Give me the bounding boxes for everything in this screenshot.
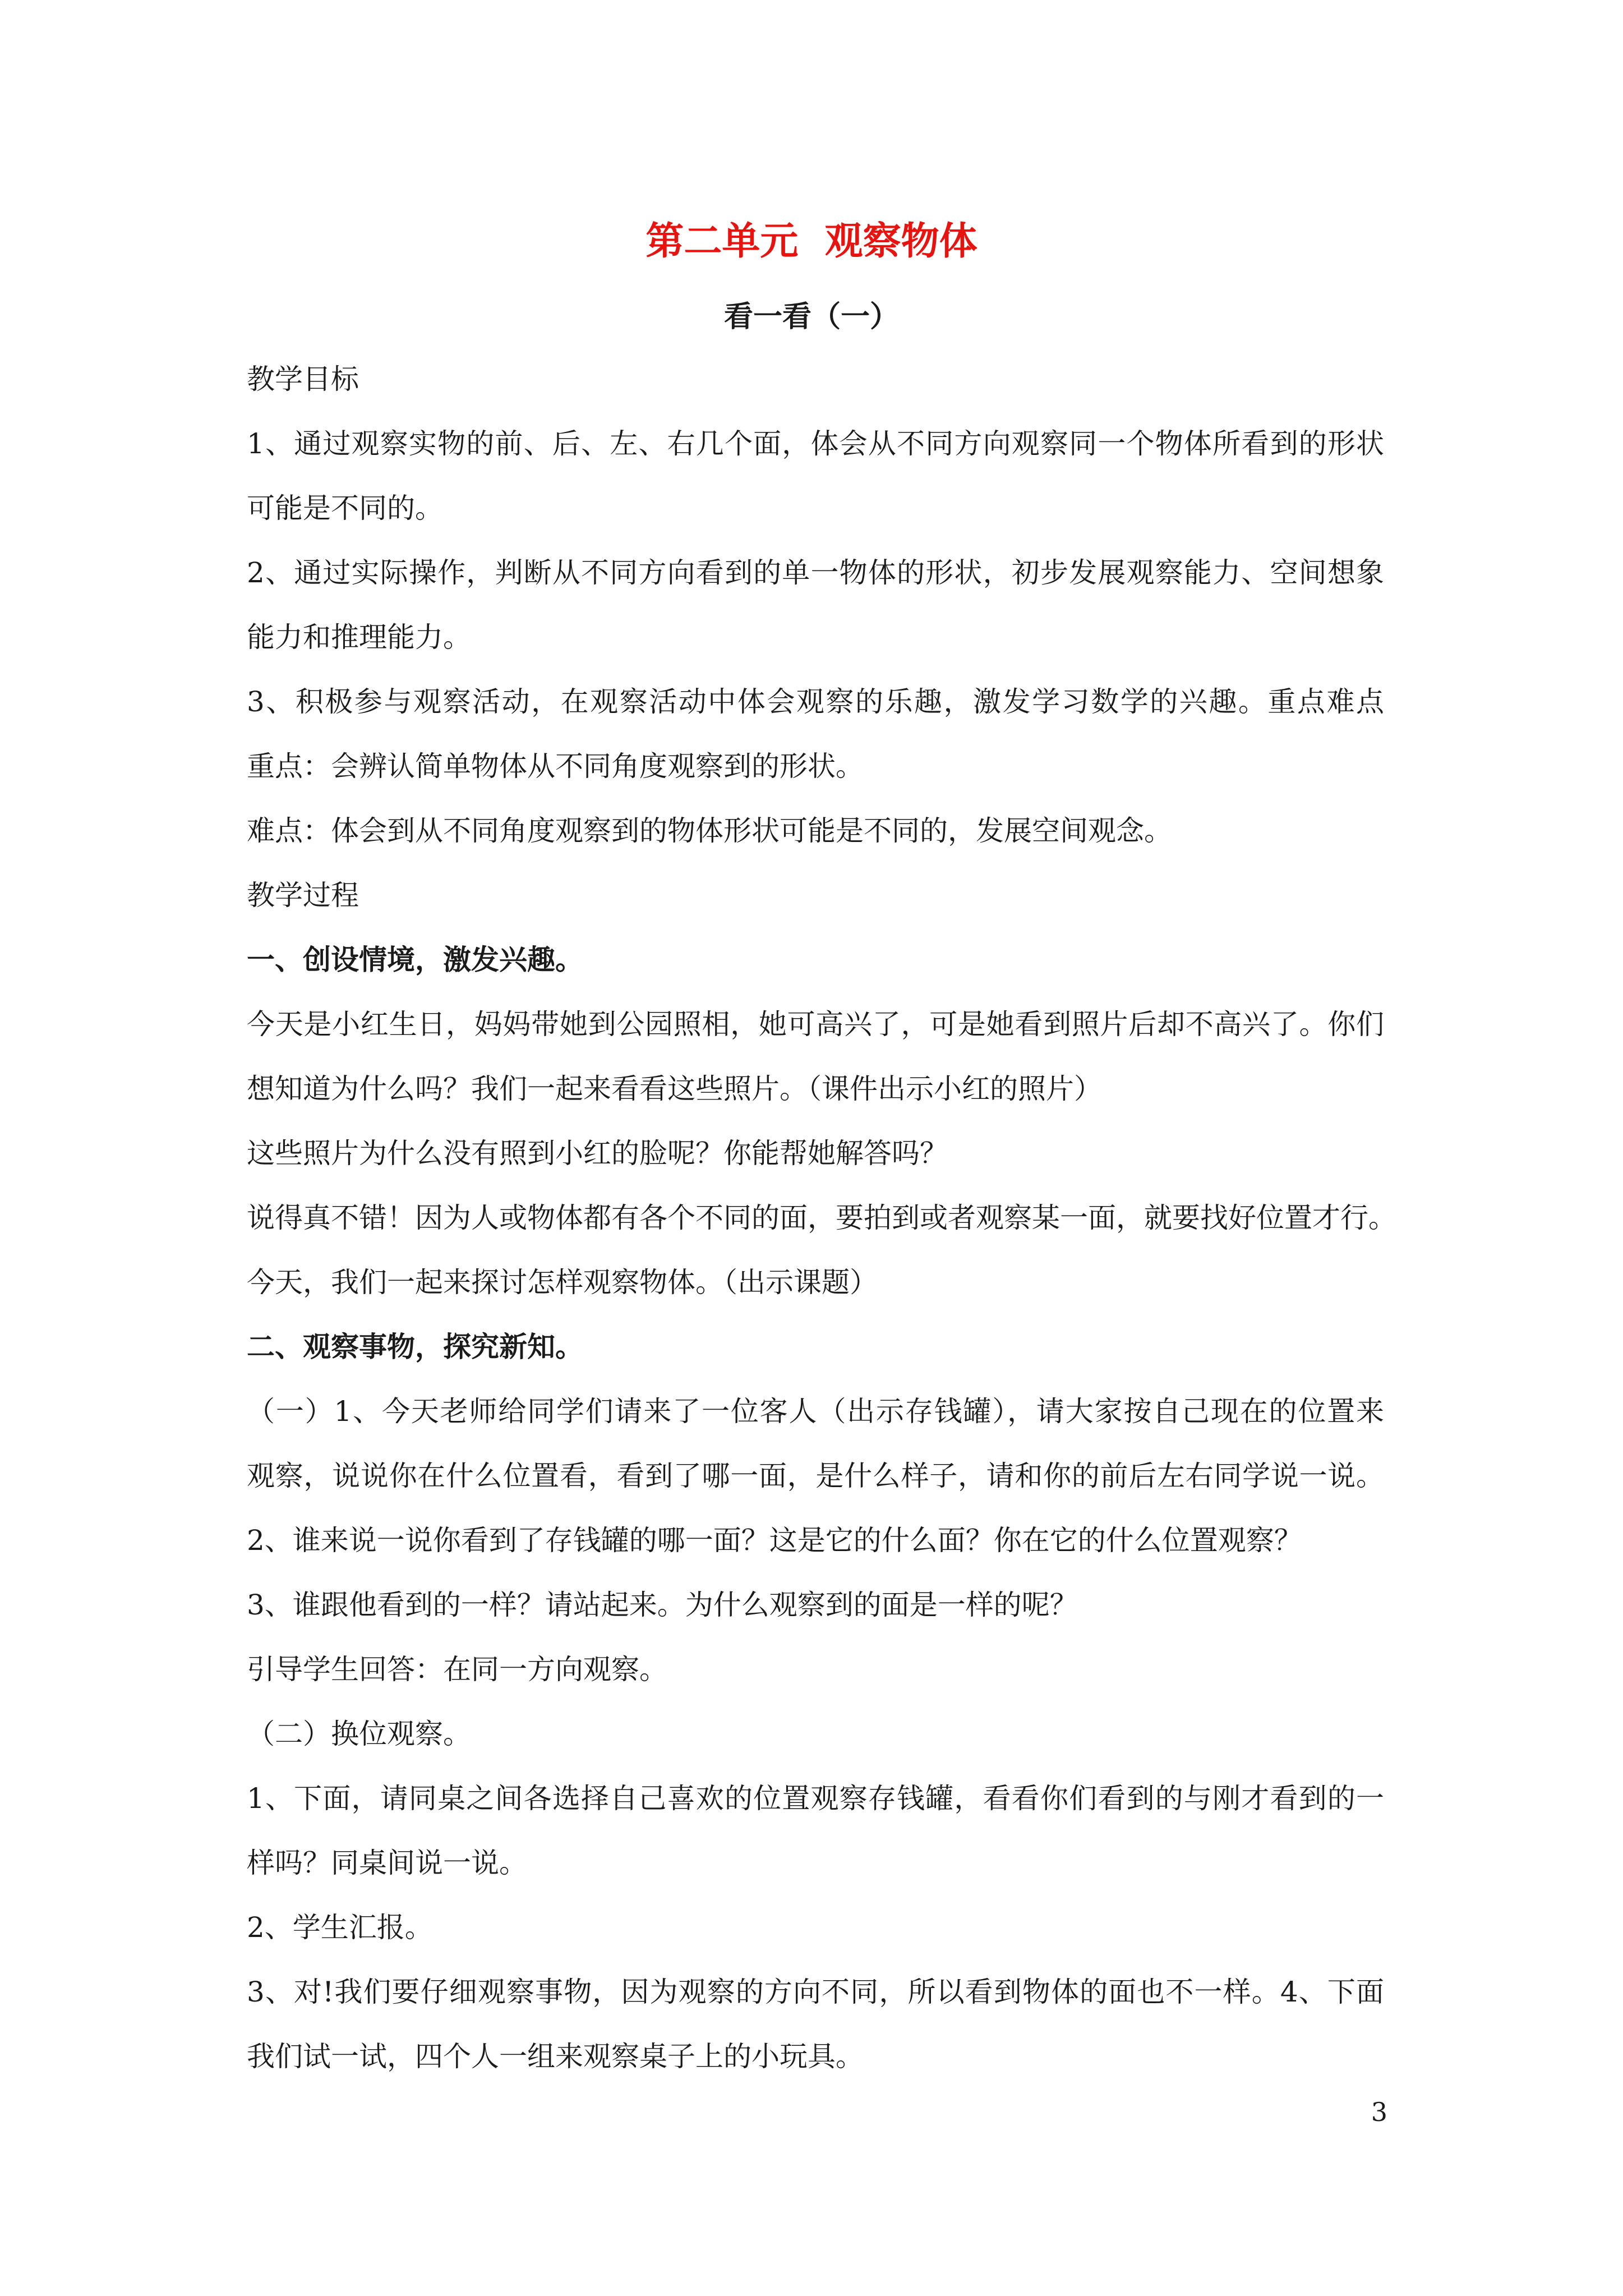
section-heading-teaching-goals: 教学目标	[247, 363, 359, 395]
paragraph-line: 今天是小红生日，妈妈带她到公园照相，她可高兴了，可是她看到照片后却不高兴了。你们	[247, 1008, 1384, 1041]
paragraph-line: 我们试一试，四个人一组来观察桌子上的小玩具。	[247, 2040, 864, 2073]
paragraph-line: 想知道为什么吗？我们一起来看看这些照片。（课件出示小红的照片）	[247, 1073, 1102, 1105]
paragraph-line: 3、谁跟他看到的一样？请站起来。为什么观察到的面是一样的呢？	[247, 1589, 1078, 1621]
section-heading-step-one: 一、创设情境，激发兴趣。	[247, 943, 583, 976]
lesson-subtitle: 看一看（一）	[723, 300, 899, 334]
paragraph-line: 1、下面，请同桌之间各选择自己喜欢的位置观察存钱罐，看看你们看到的与刚才看到的一	[247, 1782, 1384, 1815]
paragraph-line: 可能是不同的。	[247, 492, 443, 524]
paragraph-line: 这些照片为什么没有照到小红的脸呢？你能帮她解答吗？	[247, 1137, 948, 1170]
section-heading-teaching-process: 教学过程	[247, 879, 359, 912]
paragraph-line: 2、谁来说一说你看到了存钱罐的哪一面？这是它的什么面？你在它的什么位置观察？	[247, 1524, 1302, 1557]
paragraph-line: 样吗？同桌间说一说。	[247, 1847, 527, 1879]
page-title: 第二单元 观察物体	[645, 219, 978, 264]
paragraph-line: 说得真不错！因为人或物体都有各个不同的面，要拍到或者观察某一面，就要找好位置才行。	[247, 1202, 1396, 1234]
paragraph-line: （一）1、今天老师给同学们请来了一位客人（出示存钱罐），请大家按自己现在的位置来	[247, 1395, 1384, 1428]
paragraph-line: 1、通过观察实物的前、后、左、右几个面，体会从不同方向观察同一个物体所看到的形状	[247, 427, 1384, 460]
paragraph-line: 难点：体会到从不同角度观察到的物体形状可能是不同的，发展空间观念。	[247, 815, 1172, 847]
paragraph-line: 2、通过实际操作，判断从不同方向看到的单一物体的形状，初步发展观察能力、空间想象	[247, 556, 1384, 589]
paragraph-line: 重点：会辨认简单物体从不同角度观察到的形状。	[247, 750, 864, 783]
paragraph-line: （二）换位观察。	[247, 1718, 471, 1750]
paragraph-line: 3、积极参与观察活动，在观察活动中体会观察的乐趣，激发学习数学的兴趣。重点难点	[247, 685, 1384, 718]
paragraph-line: 能力和推理能力。	[247, 621, 471, 654]
section-heading-step-two: 二、观察事物，探究新知。	[247, 1330, 583, 1363]
paragraph-line: 3、对!我们要仔细观察事物，因为观察的方向不同，所以看到物体的面也不一样。4、下面	[247, 1976, 1384, 2008]
paragraph-line: 观察，说说你在什么位置看，看到了哪一面，是什么样子，请和你的前后左右同学说一说。	[247, 1460, 1384, 1492]
paragraph-line: 今天，我们一起来探讨怎样观察物体。（出示课题）	[247, 1266, 878, 1299]
paragraph-line: 引导学生回答：在同一方向观察。	[247, 1653, 667, 1686]
paragraph-line: 2、学生汇报。	[247, 1911, 433, 1944]
page-number: 3	[1371, 2097, 1387, 2127]
